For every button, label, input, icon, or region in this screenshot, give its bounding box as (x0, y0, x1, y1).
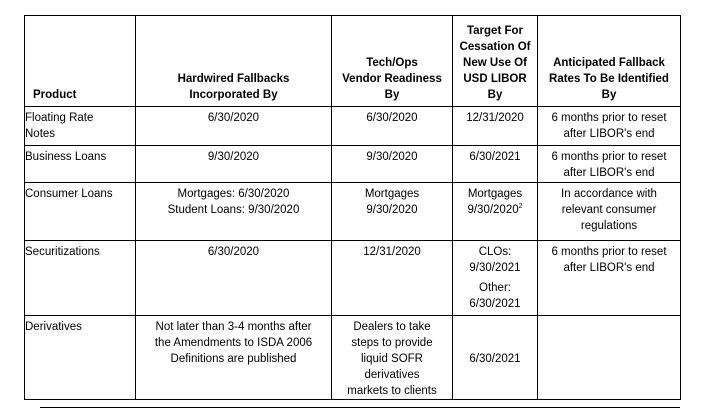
target-value: 12/31/2020 (466, 112, 524, 124)
target-value: CLOs: (478, 246, 512, 258)
product-label: Notes (25, 128, 56, 140)
header-row (25, 16, 681, 107)
anticipated-value: 6 months prior to reset (551, 246, 667, 258)
hardwired-cell (136, 183, 332, 241)
header-target (453, 16, 538, 107)
vendor-value: markets to clients (347, 385, 437, 397)
target-value: 6/30/2021 (469, 353, 521, 365)
anticipated-value: after LIBOR's end (563, 167, 655, 179)
header-target-line: USD LIBOR (463, 73, 527, 85)
hardwired-value: 6/30/2020 (207, 246, 260, 258)
libor-transition-table (24, 15, 681, 400)
header-product-label: Product (33, 89, 77, 101)
header-target-line: Target For (466, 25, 523, 37)
bottom-rule (40, 407, 680, 408)
hardwired-value: 9/30/2020 (207, 151, 260, 163)
anticipated-cell (538, 146, 681, 183)
product-label: Securitizations (25, 246, 100, 258)
vendor-value: 9/30/2020 (366, 204, 418, 216)
header-target-line: New Use Of (463, 57, 527, 69)
hardwired-value: Definitions are published (170, 353, 297, 365)
product-cell (25, 183, 136, 241)
header-hardwired (136, 16, 332, 107)
vendor-value: 6/30/2020 (366, 112, 418, 124)
anticipated-value: 6 months prior to reset (551, 151, 667, 163)
product-label: Business Loans (25, 151, 107, 163)
table-row (25, 241, 681, 316)
hardwired-value: 6/30/2020 (207, 112, 260, 124)
target-cell (453, 241, 538, 316)
target-value: Other: (479, 282, 511, 294)
anticipated-value: 6 months prior to reset (551, 112, 667, 124)
hardwired-cell (136, 146, 332, 183)
header-target-line: Cessation Of (459, 41, 531, 53)
header-vendor-line: By (384, 89, 400, 101)
target-value: 6/30/2021 (469, 151, 521, 163)
product-cell (25, 316, 136, 400)
hardwired-value: Student Loans: 9/30/2020 (167, 204, 300, 216)
product-cell (25, 241, 136, 316)
product-cell (25, 146, 136, 183)
product-label: Consumer Loans (25, 188, 113, 200)
header-vendor-line: Vendor Readiness (342, 73, 442, 85)
table-row (25, 107, 681, 146)
vendor-value: 9/30/2020 (366, 151, 418, 163)
anticipated-value: after LIBOR's end (563, 128, 655, 140)
product-label: Floating Rate (25, 112, 94, 124)
header-hardwired-line: Hardwired Fallbacks (177, 73, 290, 85)
target-value-with-footnote (453, 202, 537, 218)
vendor-value: Mortgages (364, 188, 420, 200)
product-label: Derivatives (25, 321, 82, 333)
header-anticipated-line: By (601, 89, 617, 101)
vendor-cell (332, 183, 453, 241)
vendor-value: Dealers to take (353, 321, 431, 333)
vendor-value: 12/31/2020 (363, 246, 421, 258)
table-row (25, 183, 681, 241)
table-row (25, 316, 681, 400)
target-cell (453, 107, 538, 146)
target-value: 9/30/2020 (467, 204, 519, 216)
anticipated-cell (538, 107, 681, 146)
anticipated-value: regulations (580, 220, 638, 232)
anticipated-value: In accordance with (561, 188, 657, 200)
vendor-cell (332, 146, 453, 183)
hardwired-value: the Amendments to ISDA 2006 (154, 337, 313, 349)
anticipated-cell (538, 183, 681, 241)
hardwired-value: Not later than 3-4 months after (155, 321, 312, 333)
header-target-line: By (487, 89, 503, 101)
target-cell (453, 316, 538, 400)
header-anticipated-line: Rates To Be Identified (549, 73, 669, 85)
vendor-value: liquid SOFR (361, 353, 423, 365)
vendor-cell (332, 241, 453, 316)
hardwired-value: Mortgages: 6/30/2020 (177, 188, 290, 200)
vendor-cell (332, 107, 453, 146)
header-anticipated-line: Anticipated Fallback (553, 57, 665, 69)
product-cell (25, 107, 136, 146)
target-cell (453, 146, 538, 183)
table-row (25, 146, 681, 183)
hardwired-cell (136, 241, 332, 316)
vendor-value: steps to provide (351, 337, 433, 349)
header-anticipated (538, 16, 681, 107)
target-cell (453, 183, 538, 241)
hardwired-cell (136, 316, 332, 400)
footnote-marker: 2 (518, 203, 523, 211)
vendor-cell (332, 316, 453, 400)
vendor-value: derivatives (364, 369, 420, 381)
anticipated-value: relevant consumer (561, 204, 657, 216)
header-product (25, 16, 136, 107)
anticipated-value: after LIBOR's end (563, 262, 655, 274)
header-hardwired-line: Incorporated By (189, 89, 278, 101)
anticipated-cell (538, 316, 681, 400)
target-value: 6/30/2021 (469, 298, 521, 310)
target-value: 9/30/2021 (469, 262, 521, 274)
anticipated-cell (538, 241, 681, 316)
header-vendor (332, 16, 453, 107)
hardwired-cell (136, 107, 332, 146)
target-value: Mortgages (467, 188, 523, 200)
header-vendor-line: Tech/Ops (366, 57, 418, 69)
